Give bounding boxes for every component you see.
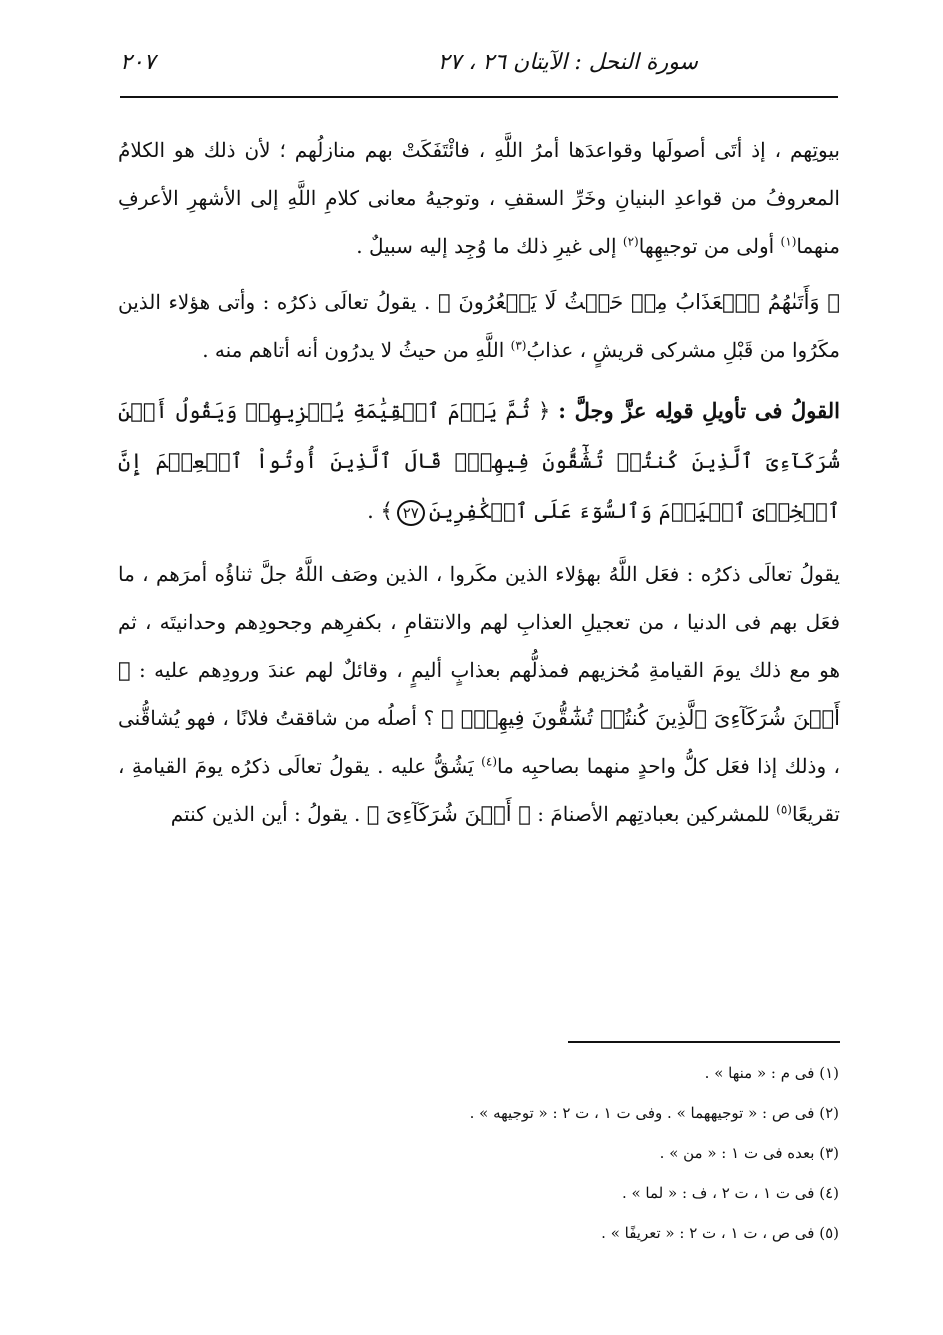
header-rule: [120, 96, 838, 98]
section-heading: [118, 386, 840, 536]
footnote-5: (٥) فى ص ، ت ١ ، ت ٢ : « تعريفًا » .: [601, 1224, 839, 1242]
paragraph-2: [118, 278, 840, 374]
footnote-ref-4[interactable]: (٤): [481, 754, 497, 769]
running-header: [120, 50, 838, 90]
heading-quran-end: ﴾ .: [367, 499, 393, 523]
paragraph-1-text-3: إلى غيرِ ذلك ما وُجِد إليه سبيلٌ .: [356, 234, 623, 258]
paragraph-3: [118, 550, 840, 838]
footnote-2: (٢) فى ص : « توجيههما » . وفى ت ١ ، ت ٢ : « توجيهه » .: [469, 1104, 839, 1122]
paragraph-3-text-3: يَشُقُّ عليه . يقولُ تعالَى ذكرُه يومَ القيامةِ ، تقريعًا: [118, 754, 840, 826]
ayah-number-badge: ٢٧: [397, 500, 425, 526]
paragraph-2-text: . يقولُ تعالَى ذكرُه : وأتى هؤلاء الذين مكَرُوا من قَبْلِ مشركى قريشٍ ، عذابُ: [118, 290, 840, 362]
paragraph-1-text-2: أولى من توجيهِها: [638, 234, 781, 258]
paragraph-1: [118, 126, 840, 270]
quran-verse-2: ﴿ أَيۡنَ شُرَكَآءِىَ ٱلَّذِينَ كُنتُمۡ تُشَٰٓقُّونَ فِيهِمۡۚ ﴾: [118, 658, 840, 730]
paragraph-3-text-4: للمشركين بعبادتِهم الأصنامَ :: [530, 802, 777, 826]
heading-quran-verse: ﴿ ثُمَّ يَوۡمَ ٱلۡقِيَٰمَةِ يُخۡزِيهِمۡ وَيَقُولُ أَيۡنَ شُرَكَآءِىَ ٱلَّذِينَ كُنتُمۡ تُشَٰٓقُّونَ فِيهِمۡۚ قَالَ ٱلَّذِينَ أُوتُواْ ٱلۡعِلۡمَ إِنَّ ٱلۡخِزۡىَ ٱلۡيَوۡمَ وَٱلسُّوٓءَ عَلَى ٱلۡكَٰفِرِينَ: [118, 399, 840, 523]
quran-verse: ﴿ وَأَتَىٰهُمُ ٱلۡعَذَابُ مِنۡ حَيۡثُ لَا يَشۡعُرُونَ ﴾: [437, 290, 840, 314]
footnote-ref-2[interactable]: (٢): [622, 234, 639, 249]
paragraph-3-text-5: . يقولُ : أين الذين كنتم: [170, 802, 367, 826]
footnote-3: (٣) بعده فى ت ١ : « من » .: [659, 1144, 839, 1162]
main-text: [118, 126, 840, 846]
paragraph-3-text: يقولُ تعالَى ذكرُه : فعَل اللَّهُ بهؤلاء الذين مكَروا ، الذين وصَف اللَّهُ جلَّ ثناؤُه أمرَهم ، ما فعَل بهم فى الدنيا ، من تعجيلِ العذابِ لهم والانتقامِ ، بكفرِهم وجحودِهم وحدانيتَه ، ثم هو مع ذلك يومَ القيامةِ مُخزيهم فمذلُّهم بعذابٍ أليمٍ ، وقائلٌ لهم عندَ ورودِهم عليه :: [118, 562, 841, 682]
paragraph-1-text: بيوتِهم ، إذ أتَى أصولَها وقواعدَها أمرُ اللَّهِ ، فائْتَفَكَتْ بهم منازلُهم ؛ لأن ذلك هو الكلامُ المعروفُ من قواعدِ البنيانِ وخَرِّ السقفِ ، وتوجيهُ معانى كلامِ اللَّهِ إلى الأشهرِ الأعرفِ منهما: [118, 138, 840, 258]
footnote-ref-5[interactable]: (٥): [776, 802, 792, 817]
footnote-ref-1[interactable]: (١): [780, 234, 797, 249]
paragraph-2-text-2: اللَّهِ من حيثُ لا يدرُون أنه أتاهم منه .: [202, 338, 511, 362]
paragraph-3-text-2: ؟ أصلُه من شاققتُ فلانًا ، فهو يُشاقُّنى ، وذلك إذا فعَل كلُّ واحدٍ منهما بصاحبِه ما: [118, 706, 840, 778]
quran-verse-3: ﴿ أَيۡنَ شُرَكَآءِىَ ﴾: [366, 802, 531, 826]
running-title: سورة النحل : الآيتان ٢٦ ، ٢٧: [437, 50, 698, 75]
footnotes-list: [119, 1062, 839, 1262]
page-number: ٢٠٧: [120, 50, 156, 75]
footnote-4: (٤) فى ت ١ ، ت ٢ ، ف : « لما » .: [621, 1184, 839, 1202]
footnote-separator: [568, 1041, 840, 1043]
footnote-ref-3[interactable]: (٣): [510, 338, 527, 353]
section-heading-label: القولُ فى تأويلِ قولِه عزَّ وجلَّ :: [558, 398, 840, 423]
footnote-1: (١) فى م : « منها » .: [704, 1064, 839, 1082]
